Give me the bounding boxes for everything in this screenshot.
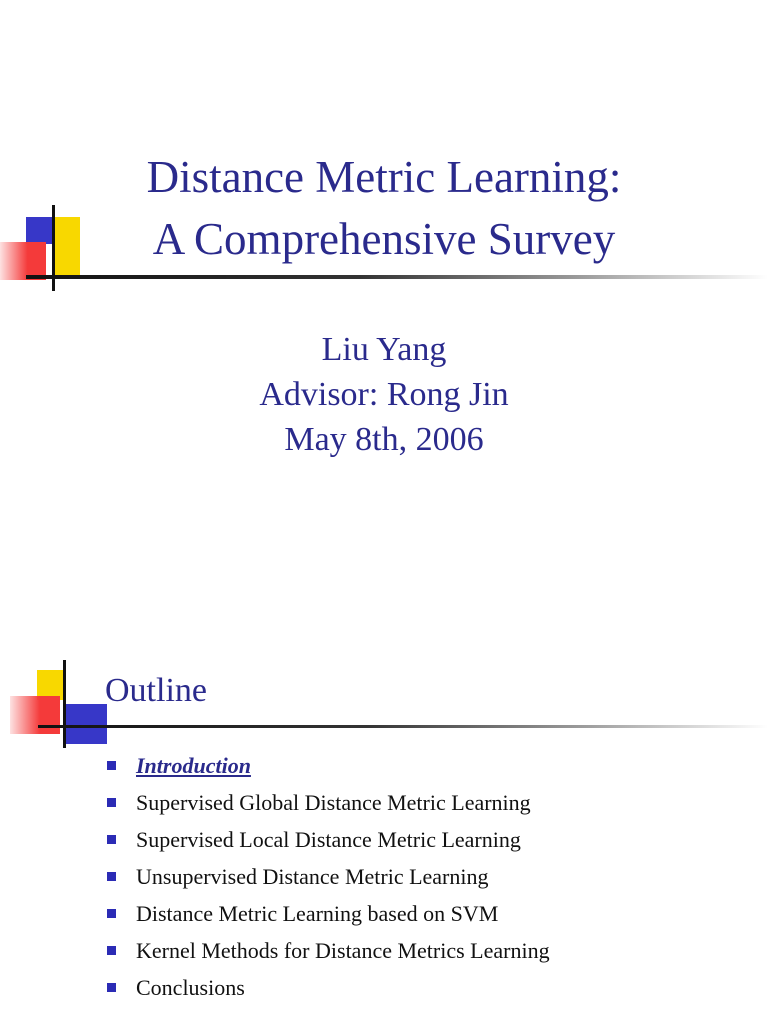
outline-item-label[interactable]: Introduction: [136, 753, 251, 778]
outline-list: [107, 752, 550, 1011]
deco-blue-square: [26, 217, 53, 244]
slide-title-line-1: Distance Metric Learning:: [146, 152, 622, 202]
outline-item-label: Unsupervised Distance Metric Learning: [136, 864, 489, 889]
deco-blue-square: [65, 704, 107, 744]
advisor-name: Advisor: Rong Jin: [259, 376, 509, 413]
deco-yellow-square-lower: [53, 244, 80, 276]
outline-item: [107, 937, 550, 974]
outline-item-label: Supervised Local Distance Metric Learning: [136, 827, 521, 852]
outline-deco-blocks-icon: [0, 660, 110, 750]
outline-item: [107, 789, 550, 826]
outline-divider: [38, 725, 768, 728]
square-bullet-icon: [107, 983, 116, 992]
outline-item-label: Kernel Methods for Distance Metrics Learning: [136, 938, 550, 963]
title-deco-blocks-icon: [0, 205, 100, 295]
deco-yellow-square: [53, 217, 80, 244]
title-divider: [26, 275, 768, 279]
presentation-date: May 8th, 2006: [284, 421, 484, 458]
author-name: Liu Yang: [321, 331, 447, 368]
outline-item-label: Distance Metric Learning based on SVM: [136, 901, 499, 926]
outline-item: [107, 900, 550, 937]
deco-red-square: [10, 696, 60, 734]
outline-item: [107, 826, 550, 863]
square-bullet-icon: [107, 835, 116, 844]
outline-item: [107, 863, 550, 900]
square-bullet-icon: [107, 872, 116, 881]
slide-title-line-2: A Comprehensive Survey: [152, 214, 616, 264]
outline-item-label: Supervised Global Distance Metric Learning: [136, 790, 531, 815]
outline-item-introduction[interactable]: [107, 752, 550, 789]
outline-heading: Outline: [105, 672, 207, 709]
deco-vertical-line: [63, 660, 66, 748]
square-bullet-icon: [107, 909, 116, 918]
outline-item-label: Conclusions: [136, 975, 245, 1000]
outline-item: [107, 974, 550, 1011]
square-bullet-icon: [107, 798, 116, 807]
square-bullet-icon: [107, 761, 116, 770]
square-bullet-icon: [107, 946, 116, 955]
